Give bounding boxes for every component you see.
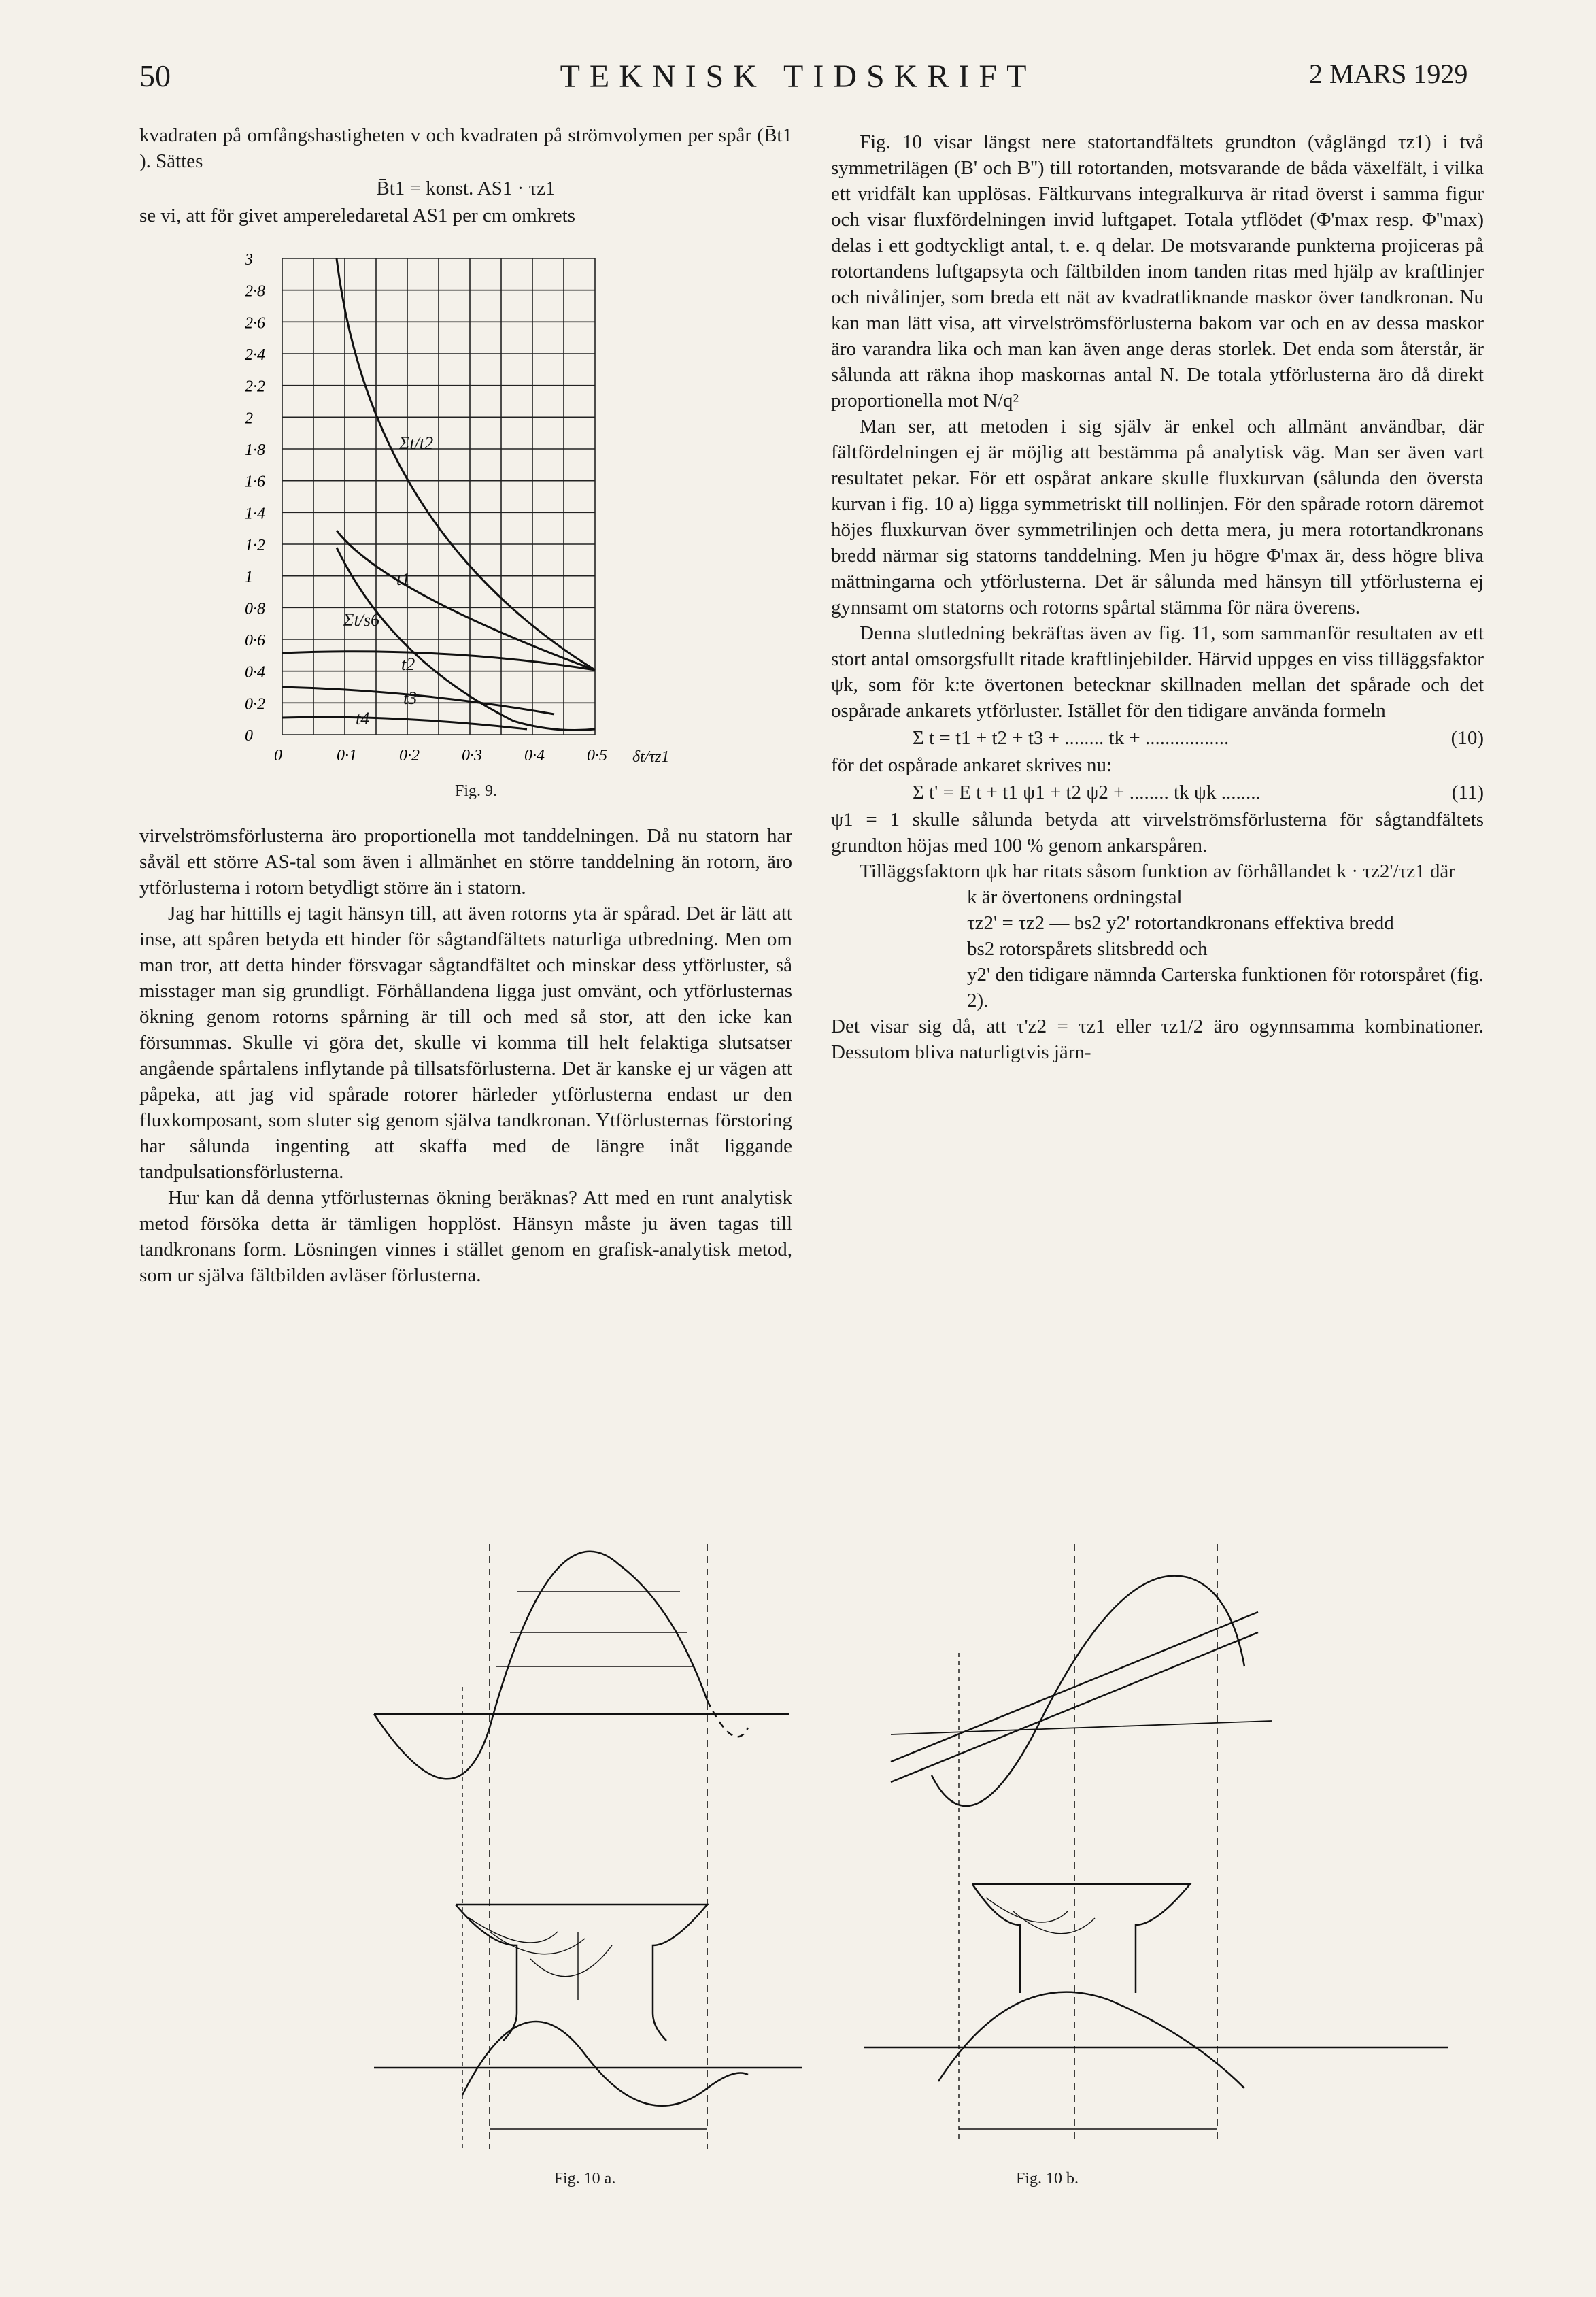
fig9-y-tick-label: 0 (245, 727, 253, 745)
paragraph: Tilläggsfaktorn ψk har ritats såsom funktion av förhållandet k · τz2'/τz1 där (860, 860, 1455, 882)
right-column (831, 129, 1484, 1065)
paragraph: virvelströmsförlusterna äro proportionella mot tanddelningen. Då nu statorn har såväl ett större AS-tal som även i allmänhet en större tanddelning än rotorn, äro ytförlusterna i rotorn betydligt större än i statorn. (139, 825, 792, 899)
fig10a-caption: Fig. 10 a. (554, 2170, 616, 2187)
paragraph: se vi, att för givet ampereledaretal AS1 per cm omkrets (139, 205, 576, 227)
fig9-x-tick-label: 0·4 (524, 747, 545, 765)
fig9-y-tick-label: 1·6 (245, 473, 265, 491)
field-wave (462, 2022, 748, 2106)
fig9-y-tick-label: 0·4 (245, 663, 265, 682)
fig9-curve-label: Σt/t2 (399, 433, 434, 453)
fig9-x-tick-label: 0·3 (462, 747, 482, 765)
paragraph: kvadraten på omfångshastigheten v och kvadraten på strömvolymen per spår (B̄t1 ). Sättes (139, 124, 792, 172)
fig9-y-tick-label: 0·6 (245, 632, 265, 650)
field-wave (938, 1992, 1244, 2088)
fig9-y-tick-label: 1·4 (245, 505, 265, 523)
fig9-y-tick-label: 0·2 (245, 695, 265, 714)
equation-body: Σ t' = E t + t1 ψ1 + t2 ψ2 + ........ tk ψk ........ (913, 782, 1261, 803)
paragraph: Man ser, att metoden i sig själv är enkel och allmänt användbar, där fältfördelningen ej är möjlig att bestämma på analytisk väg. Man ser även vart resultatet pekar. För ett ospårat ankare skulle fluxkurvan (sålunda den översta kurvan i fig. 10 a) ligga symmetriskt till nollinjen. För den spårade rotorn däremot höjes fluxkurvan över symmetrilinjen och detta mera, ju mera rotortandkronans bredd närmar sig statorns tanddelning. Men ju högre Φ'max är, dess högre bliva mättningarna och ytförlusterna. Det är sålunda med hänsyn till ytförlusterna ej gynnsamt om statorns och rotorns spårtal stämma för nära överens. (831, 416, 1484, 618)
flux-curve (932, 1576, 1244, 1806)
fig10b-caption: Fig. 10 b. (1015, 2170, 1079, 2187)
fig9-y-tick-label: 1·2 (245, 537, 265, 554)
fig10a-diagram (354, 1524, 843, 2163)
fig9-x-tick-label: 0 (274, 747, 282, 765)
equation-number: (11) (1451, 782, 1484, 803)
fig9-caption: Fig. 9. (454, 782, 497, 800)
fig9-x-tick-label: 0·2 (399, 747, 420, 765)
definition-line: τz2' = τz2 — bs2 y2' rotortandkronans effektiva bredd (967, 912, 1394, 934)
fig9-curve-t3 (282, 687, 554, 714)
fig9-chart (241, 245, 677, 789)
left-column-bottom (139, 823, 792, 1288)
zero-line (891, 1721, 1272, 1734)
fig9-y-tick-label: 1·8 (245, 441, 265, 459)
definition-line: bs2 rotorspårets slitsbredd och (967, 938, 1208, 960)
fig9-curve-label: t3 (403, 688, 418, 708)
fig9-curve-t1 (337, 531, 595, 670)
fig9-y-tick-label: 0·8 (245, 600, 265, 618)
paragraph: Fig. 10 visar längst nere statortandfältets grundton (våglängd τz1) i två symmetrilägen (B' och B'') till rotortanden, motsvarande de båda växelfält, i vilka ett vridfält kan upplösas. Fältkurvans integralkurva är ritad överst i samma figur och visar fluxfördelningen invid luftgapet. Totala ytflödet (Φ'max resp. Φ''max) delas i ett godtyckligt antal, t. e. q delar. De motsvarande punkterna projiceras på rotortandens luftgapsyta och fältbilden inom tanden ritas med hjälp av kraftlinjer och nivålinjer, som breda ett nät av kvadratliknande maskor över tandkronan. Nu kan man lätt visa, att virvelströmsförlusterna bakom var och en av dessa maskor äro varandra lika och man kan även ange deras storlek. Det enda som återstår, är sålunda att räkna ihop maskornas antal N. De totala ytförlusterna äro då direkt proportionella mot N/q² (831, 131, 1484, 412)
fig9-y-tick-label: 2 (245, 409, 253, 428)
field-lines (469, 1918, 612, 2000)
fig9-y-tick-label: 3 (245, 251, 253, 269)
fig9-x-ticks (274, 747, 607, 765)
fig9-curve-t4 (282, 717, 527, 729)
left-column-top (139, 122, 792, 229)
flux-curve (374, 1552, 707, 1779)
paragraph: Denna slutledning bekräftas även av fig. 11, som sammanför resultaten av ett stort antal omsorgsfullt ritade kraftlinjebilder. Härvid uppges en viss tilläggsfaktor ψk, som för k:te övertonen betecknar skillnaden mellan det spårade och det ospårade ankarets ytförluster. Istället för den tidigare använda formeln (831, 622, 1484, 722)
definition-line: y2' den tidigare nämnda Carterska funktionen för rotorspåret (fig. 2). (967, 964, 1484, 1011)
fig9-y-tick-label: 2·8 (245, 282, 265, 301)
issue-date: 2 MARS 1929 (1309, 58, 1468, 89)
definition-line: k är övertonens ordningstal (967, 886, 1183, 908)
equation-number: (10) (1450, 727, 1484, 749)
paragraph: Jag har hittills ej tagit hänsyn till, att även rotorns yta är spårad. Det är lätt att inse, att spåren betyda ett hinder för sågtandfältets naturliga utbredning. Men om man tror, att detta hinder försvagar sågtandfältet och minskar dess ytförluster, så misstager man sig grundligt. Förhållandena ligga just omvänt, och ytförlusternas ökning genom rotorns spårning är till och med så stor, att den icke kan försummas. Skulle vi göra det, skulle vi komma till helt felaktiga slutsatser angående spårtalens inflytande på tillsatsförlusterna. Det är kanske ej ur vägen att påpeka, att jag vid spårade rotorer härleder ytförlusterna endast ur den fluxkomposant, som sluter sig genom själva tandkronan. Ytförlusternas förstoring har sålunda ingenting att skaffa med de längre inåt liggande tandpulsationsförlusterna. (139, 903, 792, 1183)
equation-11 (831, 779, 1484, 805)
fig9-curve-sigma-t2 (337, 258, 595, 670)
paragraph: Hur kan då denna ytförlusternas ökning beräknas? Att med en runt analytisk metod försöka detta är tämligen hopplöst. Hänsyn måste ju även tagas till tandkronans form. Lösningen vinnes i stället genom en grafisk-analytisk metod, som ur själva fältbilden avläser förlusterna. (139, 1187, 792, 1286)
paragraph: Det visar sig då, att τ'z2 = τz1 eller τz1/2 äro ogynnsamma kombinationer. Dessutom bliva naturligtvis järn- (831, 1016, 1484, 1063)
flux-curve-extension (707, 1700, 748, 1737)
fig10b-diagram (836, 1517, 1462, 2163)
fig9-curve-label: Σt/s6 (343, 610, 380, 630)
fig9-curve-label: t2 (401, 654, 415, 674)
paragraph: för det ospårade ankaret skrives nu: (831, 754, 1113, 776)
fig9-x-axis-label: δt/τz1 (632, 748, 670, 766)
paragraph: ψ1 = 1 skulle sålunda betyda att virvelströmsförlusterna för sågtandfältets grundton höjas med 100 % genom ankarspåren. (831, 809, 1484, 856)
fig9-y-tick-label: 2·2 (245, 378, 265, 396)
fig9-x-tick-label: 0·5 (587, 747, 607, 765)
equation-body: Σ t = t1 + t2 + t3 + ........ tk + ................. (913, 727, 1229, 749)
fig9-curve-label: t4 (356, 709, 370, 728)
equation: B̄t1 = konst. AS1 · τz1 (376, 178, 556, 199)
rotor-tooth (972, 1884, 1190, 1993)
field-lines (986, 1898, 1095, 1934)
fig9-y-tick-label: 2·6 (245, 314, 265, 333)
journal-title: TEKNISK TIDSKRIFT (560, 58, 1036, 95)
fig9-y-tick-label: 1 (245, 568, 253, 586)
fig9-curve-label: t1 (396, 569, 411, 589)
fig9-x-tick-label: 0·1 (337, 747, 357, 765)
equation-10 (831, 725, 1484, 751)
fig9-y-tick-label: 2·4 (245, 346, 265, 364)
fig9-y-ticks (244, 251, 265, 745)
page-number: 50 (139, 58, 171, 93)
